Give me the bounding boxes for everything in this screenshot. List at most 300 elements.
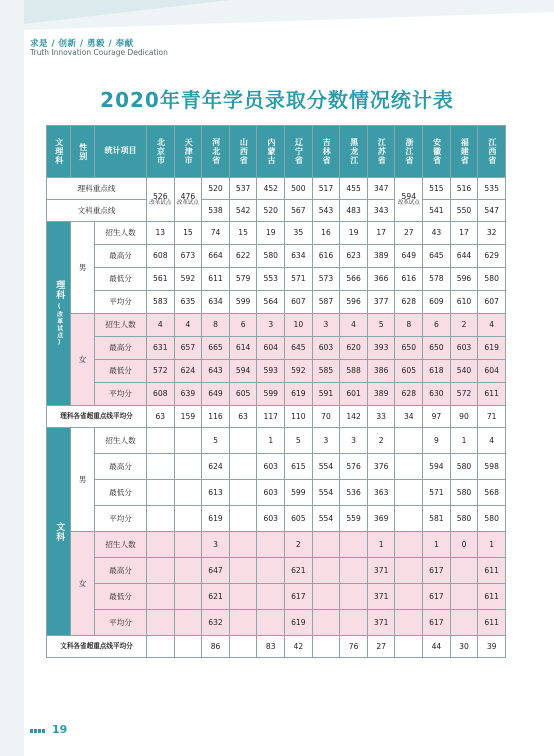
score-cell: 5 (285, 428, 313, 454)
score-cell (229, 610, 257, 636)
score-cell: 603 (257, 480, 285, 506)
score-cell (395, 558, 423, 584)
score-cell (257, 558, 285, 584)
score-cell: 4 (478, 314, 506, 337)
score-cell: 624 (174, 360, 202, 383)
score-cell: 580 (450, 454, 478, 480)
score-cell (229, 584, 257, 610)
average-cell: 116 (202, 406, 230, 428)
score-cell: 645 (423, 245, 451, 268)
score-cell (395, 584, 423, 610)
key-line-cell: 535 (478, 178, 506, 200)
score-cell: 587 (312, 291, 340, 314)
score-cell: 580 (478, 506, 506, 532)
score-cell (312, 584, 340, 610)
score-cell: 605 (285, 506, 313, 532)
average-row (47, 406, 506, 428)
score-cell: 617 (423, 584, 451, 610)
score-cell: 622 (229, 245, 257, 268)
average-cell: 83 (257, 636, 285, 658)
score-cell (147, 532, 175, 558)
data-row (47, 506, 506, 532)
key-line-label: 文科重点线 (47, 200, 147, 222)
item-label: 招生人数 (95, 428, 147, 454)
average-cell: 110 (285, 406, 313, 428)
score-cell: 594 (423, 454, 451, 480)
score-cell: 583 (147, 291, 175, 314)
score-cell (450, 558, 478, 584)
score-cell: 35 (285, 222, 313, 245)
score-cell: 621 (202, 584, 230, 610)
score-cell (257, 532, 285, 558)
score-cell: 559 (340, 506, 368, 532)
score-cell: 603 (450, 337, 478, 360)
key-line-cell: 537 (229, 178, 257, 200)
score-cell: 644 (450, 245, 478, 268)
score-cell (340, 610, 368, 636)
score-cell: 585 (312, 360, 340, 383)
score-cell (340, 558, 368, 584)
score-cell: 4 (174, 314, 202, 337)
side-bar (0, 0, 24, 756)
score-cell: 15 (229, 222, 257, 245)
average-cell: 86 (202, 636, 230, 658)
score-cell: 363 (367, 480, 395, 506)
score-cell: 1 (478, 532, 506, 558)
average-cell: 90 (450, 406, 478, 428)
score-cell: 564 (257, 291, 285, 314)
score-cell: 566 (340, 268, 368, 291)
score-cell: 607 (285, 291, 313, 314)
score-cell: 1 (423, 532, 451, 558)
score-cell: 588 (340, 360, 368, 383)
score-cell: 639 (174, 383, 202, 406)
score-cell: 619 (202, 506, 230, 532)
data-row (47, 268, 506, 291)
col-header-province: 江西省 (478, 126, 506, 178)
score-cell: 386 (367, 360, 395, 383)
score-cell: 369 (367, 506, 395, 532)
average-cell: 159 (174, 406, 202, 428)
score-cell (340, 532, 368, 558)
key-line-cell: 452 (257, 178, 285, 200)
score-cell (147, 454, 175, 480)
score-cell (174, 506, 202, 532)
average-cell: 97 (423, 406, 451, 428)
average-cell (395, 636, 423, 658)
score-cell: 19 (340, 222, 368, 245)
score-cell: 599 (285, 480, 313, 506)
score-cell: 611 (478, 558, 506, 584)
average-cell: 44 (423, 636, 451, 658)
score-cell: 568 (478, 480, 506, 506)
score-cell: 607 (478, 291, 506, 314)
col-header-province: 天津市 (174, 126, 202, 178)
average-cell (174, 636, 202, 658)
score-cell (147, 610, 175, 636)
item-label: 最高分 (95, 245, 147, 268)
score-cell: 594 (229, 360, 257, 383)
average-cell: 70 (312, 406, 340, 428)
score-cell: 2 (367, 428, 395, 454)
science-section (47, 222, 506, 428)
score-cell: 643 (202, 360, 230, 383)
data-row (47, 314, 506, 337)
score-cell: 673 (174, 245, 202, 268)
score-cell: 618 (423, 360, 451, 383)
score-cell: 580 (257, 245, 285, 268)
data-row (47, 383, 506, 406)
score-cell: 601 (340, 383, 368, 406)
score-cell: 603 (257, 454, 285, 480)
score-cell: 635 (174, 291, 202, 314)
score-cell (147, 480, 175, 506)
score-cell: 605 (229, 383, 257, 406)
score-cell: 1 (257, 428, 285, 454)
score-cell (312, 532, 340, 558)
key-line-label: 理科重点线 (47, 178, 147, 200)
score-cell: 43 (423, 222, 451, 245)
score-cell (174, 584, 202, 610)
average-cell: 39 (478, 636, 506, 658)
score-cell: 578 (423, 268, 451, 291)
key-line-reform-cell: 476 改革试点 (174, 178, 202, 222)
score-cell (340, 584, 368, 610)
key-line-cell: 520 (257, 200, 285, 222)
item-label: 最高分 (95, 558, 147, 584)
score-cell (229, 480, 257, 506)
score-cell (229, 532, 257, 558)
score-cell: 580 (478, 268, 506, 291)
score-cell: 631 (147, 337, 175, 360)
item-label: 最高分 (95, 337, 147, 360)
score-cell (174, 532, 202, 558)
score-cell: 599 (229, 291, 257, 314)
score-cell (395, 428, 423, 454)
key-line-cell: 541 (423, 200, 451, 222)
score-cell (395, 610, 423, 636)
average-cell: 76 (340, 636, 368, 658)
score-cell (174, 480, 202, 506)
score-cell (257, 610, 285, 636)
score-cell: 605 (395, 360, 423, 383)
score-cell: 611 (478, 610, 506, 636)
score-cell: 619 (285, 610, 313, 636)
col-header-province: 山西省 (229, 126, 257, 178)
gender-cell: 女 (71, 314, 95, 406)
score-cell: 13 (147, 222, 175, 245)
score-cell: 630 (423, 383, 451, 406)
score-cell: 536 (340, 480, 368, 506)
item-label: 最高分 (95, 454, 147, 480)
average-label: 文科各省超重点线平均分 (47, 636, 147, 658)
score-cell: 611 (202, 268, 230, 291)
item-label: 平均分 (95, 383, 147, 406)
score-cell: 371 (367, 558, 395, 584)
score-cell (395, 454, 423, 480)
score-cell: 366 (367, 268, 395, 291)
score-cell (229, 558, 257, 584)
score-cell: 6 (229, 314, 257, 337)
motto: 求是 / 创新 / 勇毅 / 奉献 (30, 39, 134, 49)
score-cell: 608 (147, 383, 175, 406)
key-line-cell: 543 (312, 200, 340, 222)
score-cell: 554 (312, 480, 340, 506)
score-cell (174, 454, 202, 480)
col-header-province: 辽宁省 (285, 126, 313, 178)
item-label: 平均分 (95, 610, 147, 636)
score-cell: 619 (285, 383, 313, 406)
score-cell: 596 (450, 268, 478, 291)
score-cell: 8 (395, 314, 423, 337)
score-cell: 650 (423, 337, 451, 360)
score-cell: 6 (423, 314, 451, 337)
score-cell: 571 (423, 480, 451, 506)
score-cell: 1 (450, 428, 478, 454)
average-cell (229, 636, 257, 658)
score-cell (147, 428, 175, 454)
score-cell (147, 558, 175, 584)
key-line-row-arts (47, 200, 506, 222)
score-cell: 599 (257, 383, 285, 406)
score-cell: 628 (395, 291, 423, 314)
score-cell: 17 (367, 222, 395, 245)
data-row (47, 337, 506, 360)
score-cell (174, 558, 202, 584)
admission-score-table (46, 125, 506, 658)
score-cell: 2 (285, 532, 313, 558)
score-cell: 593 (257, 360, 285, 383)
score-cell: 27 (395, 222, 423, 245)
key-line-cell: 538 (202, 200, 230, 222)
key-line-cell: 520 (202, 178, 230, 200)
col-header-province: 江苏省 (367, 126, 395, 178)
score-cell: 4 (147, 314, 175, 337)
score-cell: 371 (367, 610, 395, 636)
score-cell: 628 (395, 383, 423, 406)
key-line-cell: 500 (285, 178, 313, 200)
average-cell: 63 (229, 406, 257, 428)
key-line-cell: 455 (340, 178, 368, 200)
score-cell (395, 480, 423, 506)
header-row (47, 126, 506, 178)
score-cell: 3 (257, 314, 285, 337)
gender-cell: 男 (71, 222, 95, 314)
score-cell: 3 (312, 428, 340, 454)
col-header-item: 统计项目 (95, 126, 147, 178)
col-header-province: 内蒙古 (257, 126, 285, 178)
item-label: 最低分 (95, 584, 147, 610)
key-line-cell: 542 (229, 200, 257, 222)
score-cell: 17 (450, 222, 478, 245)
score-cell: 616 (312, 245, 340, 268)
key-line-row-science (47, 178, 506, 200)
score-cell: 629 (478, 245, 506, 268)
score-cell (147, 506, 175, 532)
score-cell: 580 (450, 480, 478, 506)
score-cell: 3 (202, 532, 230, 558)
score-cell: 8 (202, 314, 230, 337)
score-cell: 376 (367, 454, 395, 480)
section-label: 理科 (改革试点) (47, 222, 71, 406)
col-header-province: 安徽省 (423, 126, 451, 178)
score-cell: 620 (340, 337, 368, 360)
score-cell: 561 (147, 268, 175, 291)
item-label: 招生人数 (95, 222, 147, 245)
average-cell: 30 (450, 636, 478, 658)
key-line-cell: 547 (478, 200, 506, 222)
score-cell: 580 (450, 506, 478, 532)
score-cell (312, 558, 340, 584)
data-row (47, 291, 506, 314)
item-label: 最低分 (95, 268, 147, 291)
score-cell (229, 506, 257, 532)
average-cell: 27 (367, 636, 395, 658)
score-cell: 571 (285, 268, 313, 291)
score-cell (395, 506, 423, 532)
page-dots-icon (30, 728, 46, 734)
average-cell: 117 (257, 406, 285, 428)
item-label: 最低分 (95, 480, 147, 506)
score-cell: 554 (312, 454, 340, 480)
item-label: 平均分 (95, 291, 147, 314)
score-cell: 579 (229, 268, 257, 291)
score-cell (174, 610, 202, 636)
score-cell: 619 (478, 337, 506, 360)
key-line-cell: 516 (450, 178, 478, 200)
data-row (47, 222, 506, 245)
score-cell: 649 (395, 245, 423, 268)
score-cell: 389 (367, 245, 395, 268)
score-cell: 540 (450, 360, 478, 383)
data-row (47, 245, 506, 268)
score-cell: 596 (340, 291, 368, 314)
score-cell: 0 (450, 532, 478, 558)
score-cell: 5 (367, 314, 395, 337)
key-line-cell: 567 (285, 200, 313, 222)
score-cell: 4 (478, 428, 506, 454)
score-cell: 576 (340, 454, 368, 480)
key-line-cell: 343 (367, 200, 395, 222)
col-header-province: 黑龙江 (340, 126, 368, 178)
col-header-province: 北京市 (147, 126, 175, 178)
score-cell (229, 428, 257, 454)
score-cell: 657 (174, 337, 202, 360)
item-label: 平均分 (95, 506, 147, 532)
score-cell: 604 (257, 337, 285, 360)
section-label: 文科 (47, 428, 71, 636)
col-header-province: 福建省 (450, 126, 478, 178)
score-cell: 611 (478, 584, 506, 610)
score-cell (174, 428, 202, 454)
score-cell: 608 (147, 245, 175, 268)
key-line-cell: 550 (450, 200, 478, 222)
average-cell: 63 (147, 406, 175, 428)
score-cell: 74 (202, 222, 230, 245)
col-header-gender: 性别 (71, 126, 95, 178)
score-cell: 554 (312, 506, 340, 532)
average-row (47, 636, 506, 658)
data-row (47, 584, 506, 610)
score-cell (450, 610, 478, 636)
score-cell: 4 (340, 314, 368, 337)
item-label: 最低分 (95, 360, 147, 383)
gender-cell: 男 (71, 428, 95, 532)
average-cell (312, 636, 340, 658)
score-cell: 611 (478, 383, 506, 406)
score-cell: 591 (312, 383, 340, 406)
data-row (47, 454, 506, 480)
key-line-cell: 347 (367, 178, 395, 200)
average-cell (147, 636, 175, 658)
score-cell: 598 (478, 454, 506, 480)
col-header-province: 河北省 (202, 126, 230, 178)
score-cell: 645 (285, 337, 313, 360)
score-cell (229, 454, 257, 480)
score-cell: 603 (257, 506, 285, 532)
score-cell: 617 (423, 610, 451, 636)
score-cell: 15 (174, 222, 202, 245)
col-header-province: 吉林省 (312, 126, 340, 178)
score-cell: 3 (340, 428, 368, 454)
data-row (47, 610, 506, 636)
score-cell: 377 (367, 291, 395, 314)
gender-cell: 女 (71, 532, 95, 636)
score-cell: 614 (229, 337, 257, 360)
score-cell (257, 584, 285, 610)
score-cell: 10 (285, 314, 313, 337)
score-cell: 632 (202, 610, 230, 636)
score-cell: 615 (285, 454, 313, 480)
score-cell: 371 (367, 584, 395, 610)
score-cell: 572 (147, 360, 175, 383)
average-cell: 142 (340, 406, 368, 428)
data-row (47, 532, 506, 558)
key-line-cell: 483 (340, 200, 368, 222)
score-cell: 610 (450, 291, 478, 314)
col-header-province: 浙江省 (395, 126, 423, 178)
score-cell: 634 (202, 291, 230, 314)
page-title: 2020年青年学员录取分数情况统计表 (100, 88, 454, 112)
data-row (47, 480, 506, 506)
score-cell: 581 (423, 506, 451, 532)
item-label: 招生人数 (95, 532, 147, 558)
data-row (47, 360, 506, 383)
score-cell (147, 584, 175, 610)
data-row (47, 558, 506, 584)
score-cell: 32 (478, 222, 506, 245)
score-cell: 389 (367, 383, 395, 406)
score-cell: 617 (423, 558, 451, 584)
score-cell: 572 (450, 383, 478, 406)
score-cell: 19 (257, 222, 285, 245)
average-cell: 71 (478, 406, 506, 428)
key-line-reform-cell: 594 改革试点 (395, 178, 423, 222)
score-cell: 1 (367, 532, 395, 558)
score-cell: 664 (202, 245, 230, 268)
score-cell: 603 (312, 337, 340, 360)
score-cell: 617 (285, 584, 313, 610)
score-cell (450, 584, 478, 610)
score-cell: 553 (257, 268, 285, 291)
average-cell: 42 (285, 636, 313, 658)
score-cell: 616 (395, 268, 423, 291)
average-cell: 34 (395, 406, 423, 428)
score-cell (395, 532, 423, 558)
score-cell (312, 610, 340, 636)
average-cell: 33 (367, 406, 395, 428)
score-cell: 604 (478, 360, 506, 383)
